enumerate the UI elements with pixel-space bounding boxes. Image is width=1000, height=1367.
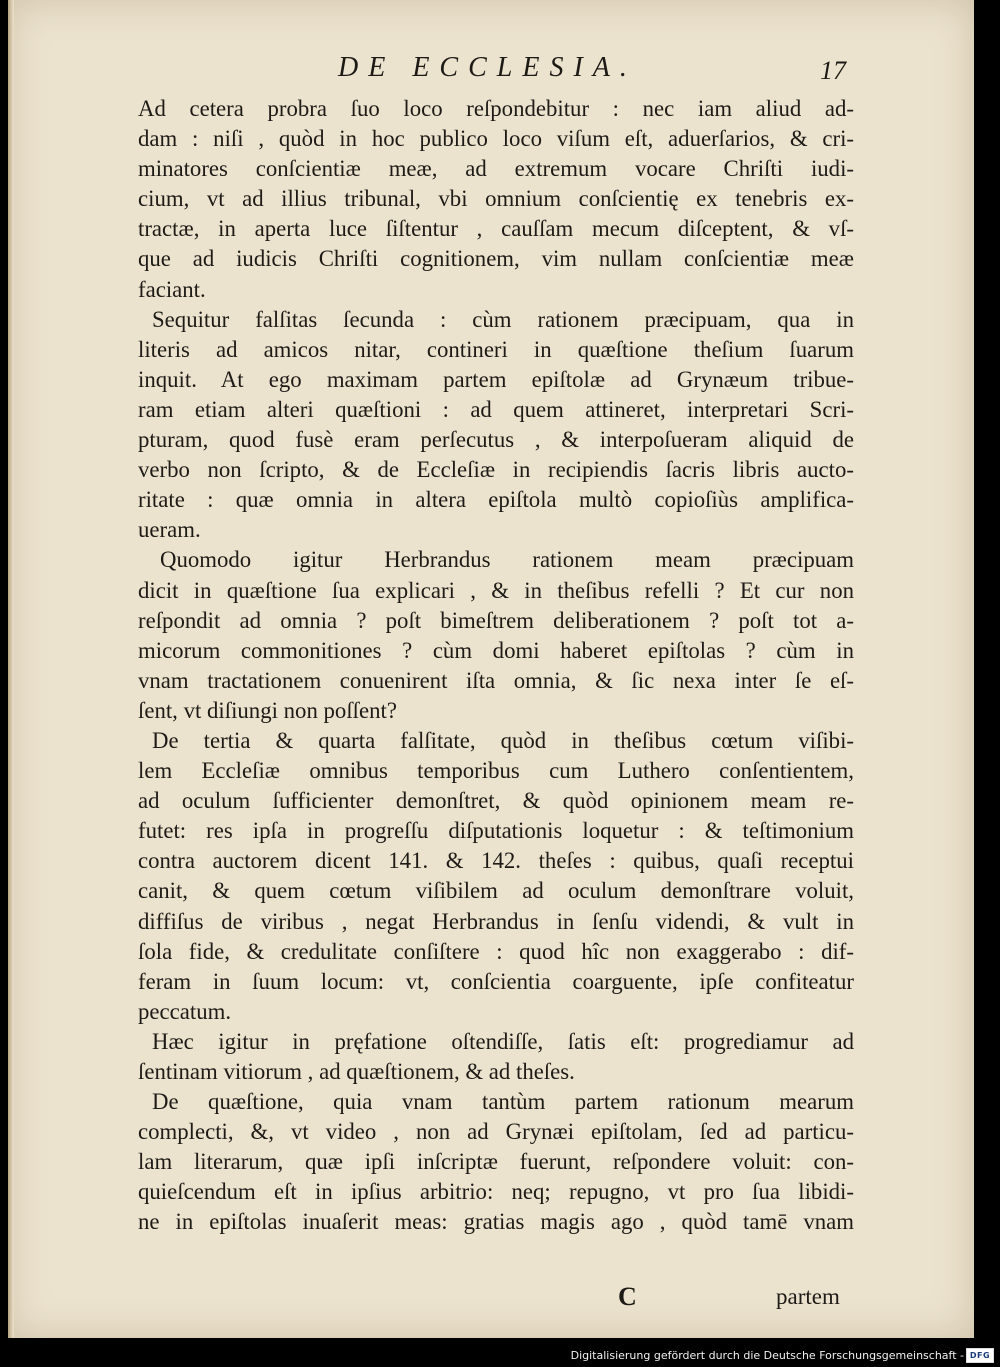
text-line: micorum commonitiones ? cùm domi haberet epiſtolas ? cùm in xyxy=(138,637,854,663)
text-line: ritate : quæ omnia in altera epiſtola multò copioſiùs amplifica- xyxy=(138,487,854,513)
body-text xyxy=(138,94,854,1238)
text-line: Hæc igitur in pręfatione oſtendiſſe, ſatis eſt: progrediamur ad xyxy=(152,1028,854,1054)
text-line: lam literarum, quæ ipſi inſcriptæ fuerunt, reſpondere voluit: con- xyxy=(138,1149,854,1175)
text-line: verbo non ſcripto, & de Eccleſiæ in recipiendis ſacris libris aucto- xyxy=(138,457,854,483)
text-line: faciant. xyxy=(138,276,206,302)
text-line: peccatum. xyxy=(138,998,232,1024)
credit-text: Digitalisierung gefördert durch die Deutsche Forschungsgemeinschaft - xyxy=(570,1349,964,1362)
text-line: ne in epiſtolas inuaſerit meas: gratias magis ago , quòd tamē vnam xyxy=(138,1209,854,1235)
text-line: contra auctorem dicent 141. & 142. theſes : quibus, quaſi receptui xyxy=(138,848,854,874)
text-line: dicit in quæſtione ſua explicari , & in theſibus refelli ? Et cur non xyxy=(138,577,854,603)
dfg-logo: DFG xyxy=(966,1348,994,1363)
running-title: DE ECCLESIA. xyxy=(338,52,637,83)
page-edge xyxy=(8,0,14,1338)
text-line: Sequitur falſitas ſecunda : cùm rationem præcipuam, qua in xyxy=(152,306,854,332)
text-line: ſent, vt diſiungi non poſſent? xyxy=(138,697,397,723)
text-line: literis ad amicos nitar, contineri in quæſtione theſium ſuarum xyxy=(138,336,854,362)
text-line: ſola fide, & credulitate conſiſtere : quod hîc non exaggerabo : dif- xyxy=(138,938,854,964)
text-line: complecti, &, vt video , non ad Grynæi epiſtolam, ſed ad particu- xyxy=(138,1119,854,1145)
text-line: Ad cetera probra ſuo loco reſpondebitur : nec iam aliud ad- xyxy=(138,96,854,121)
text-line: minatores conſcientiæ meæ, ad extremum vocare Chriſti iudi- xyxy=(138,156,854,182)
credit-bar xyxy=(0,1338,1000,1367)
text-line: diffiſus de viribus , negat Herbrandus in ſenſu videndi, & vult in xyxy=(138,908,854,934)
text-line: pturam, quod fusè eram perſecutus , & interpoſueram aliquid de xyxy=(138,427,854,453)
text-line: quieſcendum eſt in ipſius arbitrio: neq; repugno, vt pro ſua libidi- xyxy=(138,1179,854,1205)
signature-mark: C xyxy=(618,1282,637,1311)
text-line: feram in ſuum locum: vt, conſcientia coarguente, ipſe confiteatur xyxy=(138,968,854,994)
text-line: ueram. xyxy=(138,517,201,543)
text-line: De tertia & quarta falſitate, quòd in theſibus cœtum viſibi- xyxy=(152,727,854,753)
book-page xyxy=(8,0,974,1338)
text-line: lem Eccleſiæ omnibus temporibus cum Luthero conſentientem, xyxy=(138,758,854,784)
page-footer xyxy=(8,1282,974,1318)
text-line: vnam tractationem conuenirent iſta omnia, & ſic nexa inter ſe eſ- xyxy=(138,667,854,693)
text-line: futet: res ipſa in progreſſu diſputationis loquetur : & teſtimonium xyxy=(138,818,854,844)
text-line: ſentinam vitiorum , ad quæſtionem, & ad theſes. xyxy=(138,1059,575,1084)
text-line: que ad iudicis Chriſti cognitionem, vim nullam conſcientiæ meæ xyxy=(138,246,854,272)
text-line: cium, vt ad illius tribunal, vbi omnium conſcientię ex tenebris ex- xyxy=(138,186,854,212)
text-line: reſpondit ad omnia ? poſt bimeſtrem deliberationem ? poſt tot a- xyxy=(138,607,854,633)
text-line: ad oculum ſufficienter demonſtret, & quòd opinionem meam re- xyxy=(138,788,854,814)
text-line: dam : niſi , quòd in hoc publico loco viſum eſt, aduerſarios, & cri- xyxy=(138,126,854,152)
text-line: Quomodo igitur Herbrandus rationem meam præcipuam xyxy=(160,547,854,573)
text-line: De quæſtione, quia vnam tantùm partem rationum mearum xyxy=(152,1089,854,1115)
text-line: ram etiam alteri quæſtioni : ad quem attineret, interpretari Scri- xyxy=(138,396,854,422)
page-number: 17 xyxy=(820,56,846,85)
catchword: partem xyxy=(776,1284,840,1309)
text-line: tractæ, in aperta luce ſiſtentur , cauſſam mecum diſceptent, & vſ- xyxy=(138,216,854,242)
text-line: inquit. At ego maximam partem epiſtolæ ad Grynæum tribue- xyxy=(138,366,854,392)
page-header xyxy=(8,52,974,88)
text-line: canit, & quem cœtum viſibilem ad oculum demonſtrare voluit, xyxy=(138,878,854,904)
